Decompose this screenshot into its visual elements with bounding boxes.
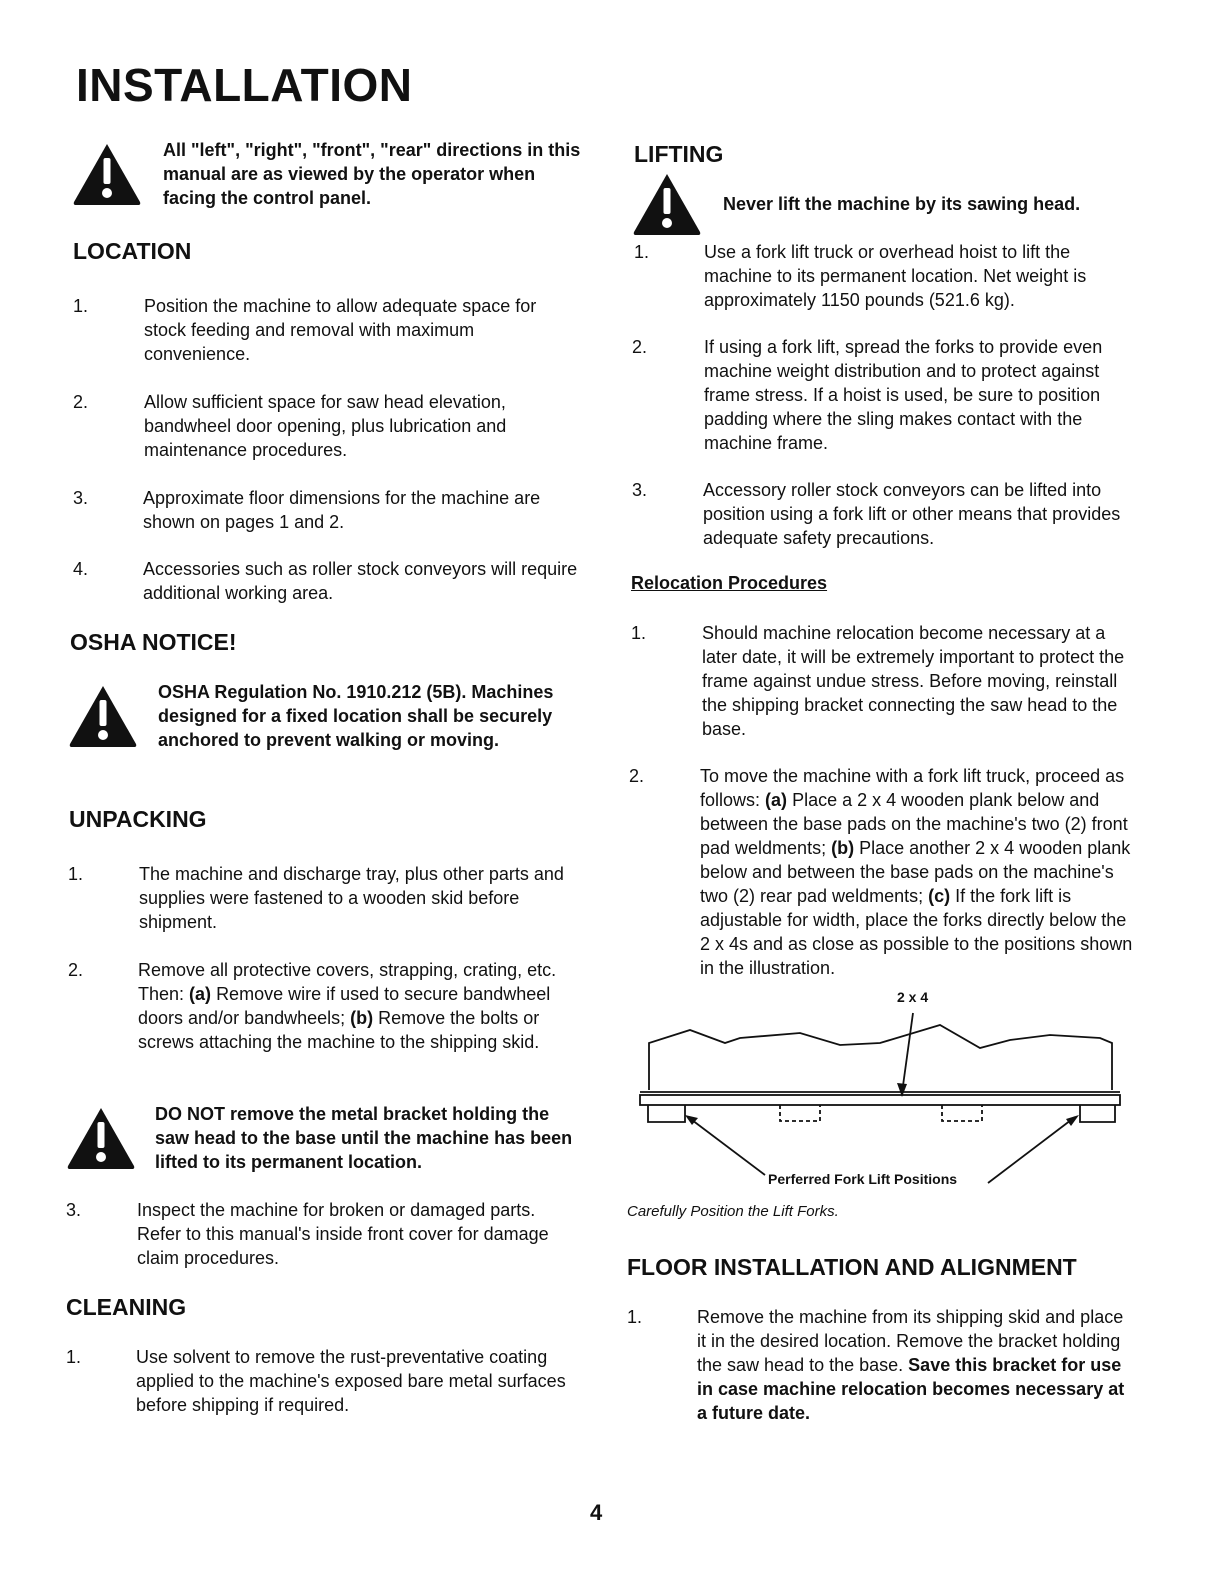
- item-text: Approximate floor dimensions for the machine are shown on pages 1 and 2.: [143, 488, 541, 532]
- item-number: 3.: [632, 480, 648, 500]
- item-number: 4.: [73, 559, 89, 579]
- osha-heading: OSHA NOTICE!: [70, 629, 237, 655]
- warning-icon: [68, 684, 138, 748]
- item-number: 1.: [634, 242, 650, 262]
- item-text: Use a fork lift truck or overhead hoist to lift the machine to its permanent location. Net weight is approximately 1150 pounds (521.6 kg).: [704, 242, 1087, 310]
- item-number: 1.: [631, 623, 647, 643]
- item-number: 2.: [73, 392, 89, 412]
- cleaning-heading: CLEANING: [66, 1294, 187, 1320]
- item-number: 3.: [73, 488, 89, 508]
- item-text: If using a fork lift, spread the forks to provide even machine weight distribution and to protect against frame stress. If a hoist is used, be sure to position padding where the sling makes contact with the machine frame.: [704, 337, 1103, 453]
- warning-icon: [72, 142, 142, 206]
- list-item: [632, 478, 1144, 550]
- relocation-heading: Relocation Procedures: [631, 573, 828, 593]
- lifting-heading: LIFTING: [634, 141, 724, 167]
- list-item: [66, 1198, 583, 1270]
- item-text: Use solvent to remove the rust-preventative coating applied to the machine's exposed bare metal surfaces before shipping if required.: [136, 1347, 566, 1415]
- item-number: 1.: [68, 864, 84, 884]
- item-text: Accessory roller stock conveyors can be lifted into position using a fork lift or other means that provides adequate safety precautions.: [703, 480, 1121, 548]
- item-text: Remove all protective covers, strapping, crating, etc. Then: (a) Remove wire if used to secure bandwheel doors and/or bandwheels; (b) Remove the bolts or screws attaching the machine to the shipping skid.: [138, 960, 557, 1052]
- item-number: 1.: [627, 1307, 643, 1327]
- location-heading: LOCATION: [73, 238, 192, 264]
- item-text: Should machine relocation become necessary at a later date, it will be extremely important to protect the frame against undue stress. Before moving, reinstall the shipping bracket connecting the saw head to the base.: [702, 623, 1125, 739]
- item-number: 1.: [73, 296, 89, 316]
- directions-warning: All "left", "right", "front", "rear" directions in this manual are as viewed by the operator when facing the control panel.: [163, 140, 581, 208]
- list-item: [629, 764, 1144, 980]
- list-item: [73, 557, 583, 605]
- item-text: Inspect the machine for broken or damaged parts. Refer to this manual's inside front cover for damage claim procedures.: [137, 1200, 549, 1268]
- list-item: [73, 294, 583, 366]
- forklift-diagram: [630, 1005, 1130, 1185]
- item-number: 2.: [68, 960, 84, 980]
- page-title: INSTALLATION: [76, 59, 413, 111]
- plank-label: 2 x 4: [897, 989, 929, 1005]
- list-item: [631, 621, 1144, 741]
- figure-caption: Carefully Position the Lift Forks.: [627, 1203, 839, 1220]
- osha-warning: OSHA Regulation No. 1910.212 (5B). Machines designed for a fixed location shall be securely anchored to prevent walking or moving.: [158, 682, 554, 750]
- fork-positions-label: Perferred Fork Lift Positions: [768, 1171, 958, 1187]
- list-item: [627, 1305, 1144, 1425]
- item-text: The machine and discharge tray, plus other parts and supplies were fastened to a wooden skid before shipment.: [139, 864, 564, 932]
- floor-heading: FLOOR INSTALLATION AND ALIGNMENT: [627, 1254, 1077, 1280]
- unpacking-heading: UNPACKING: [69, 806, 207, 832]
- list-item: [66, 1345, 583, 1417]
- warning-icon: [632, 172, 702, 236]
- item-text: Accessories such as roller stock conveyors will require additional working area.: [143, 559, 578, 603]
- list-item: [73, 486, 583, 534]
- bracket-warning: DO NOT remove the metal bracket holding the saw head to the base until the machine has been lifted to its permanent location.: [155, 1104, 573, 1172]
- item-text: Position the machine to allow adequate space for stock feeding and removal with maximum convenience.: [144, 296, 537, 364]
- list-item: [73, 390, 583, 462]
- item-number: 3.: [66, 1200, 82, 1220]
- item-text: To move the machine with a fork lift truck, proceed as follows: (a) Place a 2 x 4 wooden plank below and between the base pads on the machine's two (2) front pad weldments; (b) Place another 2 x 4 wooden plank below and between the base pads on the machine's two (2) rear pad weldments; (c) If the fork lift is adjustable for width, place the forks directly below the 2 x 4s and as close as possible to the positions shown in the illustration.: [700, 766, 1133, 978]
- page-number: 4: [590, 1500, 603, 1525]
- warning-icon: [66, 1106, 136, 1170]
- lifting-warning: Never lift the machine by its sawing head.: [723, 194, 1081, 214]
- item-text: Allow sufficient space for saw head elevation, bandwheel door opening, plus lubrication and maintenance procedures.: [144, 392, 507, 460]
- list-item: [632, 335, 1144, 455]
- item-text: Remove the machine from its shipping skid and place it in the desired location. Remove the bracket holding the saw head to the base. Save this bracket for use in case machine relocation becomes necessary at a future date.: [697, 1307, 1125, 1423]
- list-item: [68, 862, 583, 934]
- item-number: 1.: [66, 1347, 82, 1367]
- item-number: 2.: [632, 337, 648, 357]
- list-item: [634, 240, 1144, 312]
- item-number: 2.: [629, 766, 645, 786]
- list-item: [68, 958, 583, 1078]
